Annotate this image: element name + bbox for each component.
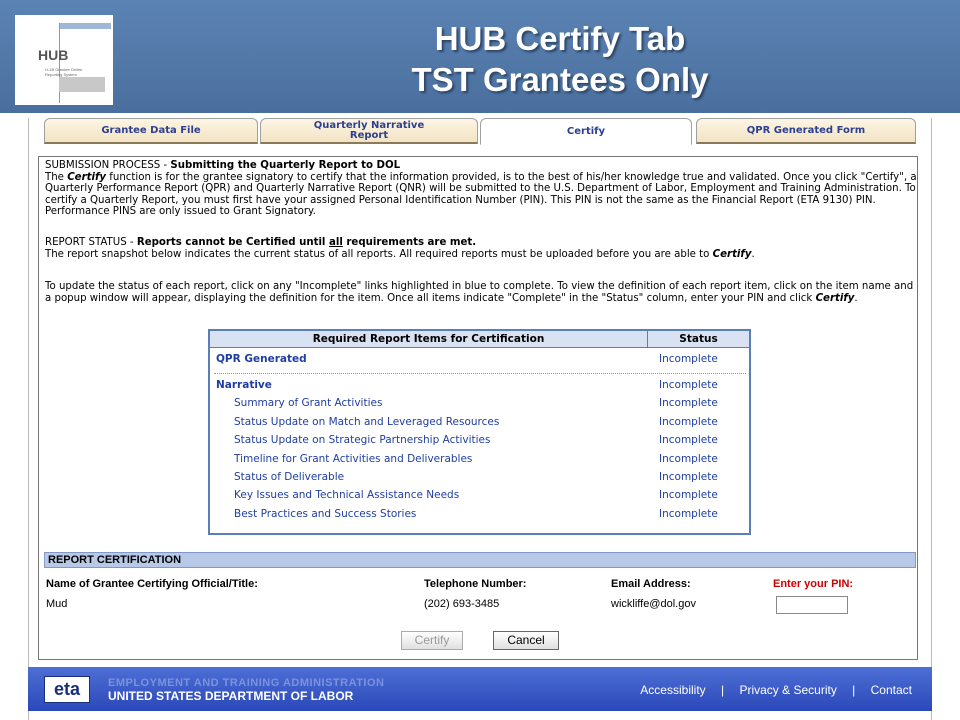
status-link[interactable]: Incomplete xyxy=(659,453,718,465)
table-row xyxy=(210,505,749,523)
tab-certify[interactable] xyxy=(480,118,692,145)
row-divider xyxy=(214,373,746,374)
item-link-strategic-partnership[interactable]: Status Update on Strategic Partnership Activities xyxy=(234,434,491,446)
logo-word: HUB xyxy=(38,47,69,63)
status-link[interactable]: Incomplete xyxy=(659,489,718,501)
tab-qpr-generated-form[interactable] xyxy=(696,118,916,144)
submission-text: The xyxy=(45,171,68,183)
status-link[interactable]: Incomplete xyxy=(659,508,718,520)
submission-heading: SUBMISSION PROCESS - xyxy=(45,160,171,171)
logo-subtitle: H-1B Grantee Online Reporting System xyxy=(45,67,83,77)
logo-accent-bar xyxy=(59,77,105,92)
report-status-text xyxy=(45,237,917,260)
slide-title-line1: HUB Certify Tab xyxy=(434,20,686,57)
required-items-table xyxy=(208,329,751,535)
table-row xyxy=(210,413,749,431)
footer-separator: | xyxy=(852,683,856,697)
table-row xyxy=(210,376,749,394)
tab-bar xyxy=(44,118,916,144)
table-row xyxy=(210,394,749,412)
logo-accent-bar xyxy=(59,23,111,29)
cancel-button[interactable]: Cancel xyxy=(493,631,559,650)
certify-emphasis: Certify xyxy=(815,292,855,304)
official-label: Name of Grantee Certifying Official/Title: xyxy=(46,578,258,590)
dol-text: UNITED STATES DEPARTMENT OF LABOR xyxy=(108,689,354,703)
item-link-match-leveraged[interactable]: Status Update on Match and Leveraged Resources xyxy=(234,416,500,428)
report-status-heading-bold xyxy=(137,237,476,248)
item-link-best-practices[interactable]: Best Practices and Success Stories xyxy=(234,508,417,520)
status-link[interactable]: Incomplete xyxy=(659,353,718,365)
eta-footer xyxy=(28,667,932,711)
status-link[interactable]: Incomplete xyxy=(659,397,718,409)
slide-title xyxy=(320,18,800,100)
status-link[interactable]: Incomplete xyxy=(659,434,718,446)
certify-emphasis: Certify xyxy=(712,248,752,260)
table-header xyxy=(210,331,749,348)
status-link[interactable]: Incomplete xyxy=(659,379,718,391)
tab-label: Grantee Data File xyxy=(101,124,201,136)
instructions-text xyxy=(45,281,917,304)
column-header-item: Required Report Items for Certification xyxy=(210,331,648,348)
tab-label: Quarterly Narrative Report xyxy=(313,119,425,141)
submission-text: function is for the grantee signatory to certify that the information provided, is to the best of his/her knowledge true and validated. Once you click "Certify", a Quarterly Performance Report (QPR) and Quarterly Narrative Report (QNR) will be submitted to the U.S. Department of Labor, Employment and Training Administration. To certify a Quarterly Report, you must first have your assigned Personal Identification Number (PIN). This PIN is not the same as the Financial Report (ETA 9130) PIN. Performance PINS are only issued to Grant Signatory. xyxy=(45,171,917,217)
certify-emphasis: Certify xyxy=(67,171,107,183)
report-status-heading: REPORT STATUS - xyxy=(45,237,137,248)
slide-header xyxy=(0,0,960,116)
tab-label: QPR Generated Form xyxy=(746,124,866,136)
item-link-qpr-generated[interactable]: QPR Generated xyxy=(216,353,307,365)
email-value: wickliffe@dol.gov xyxy=(611,598,696,610)
footer-link-privacy[interactable]: Privacy & Security xyxy=(739,683,837,697)
certify-button[interactable]: Certify xyxy=(401,631,463,650)
phone-label: Telephone Number: xyxy=(424,578,527,590)
hub-logo xyxy=(15,15,113,105)
report-status-body: . xyxy=(751,248,755,260)
table-row xyxy=(210,350,749,368)
item-link-timeline[interactable]: Timeline for Grant Activities and Deliverables xyxy=(234,453,473,465)
report-status-underline: all xyxy=(328,237,343,248)
status-link[interactable]: Incomplete xyxy=(659,471,718,483)
eta-logo[interactable]: eta xyxy=(44,676,90,703)
official-value: Mud xyxy=(46,598,68,610)
pin-label: Enter your PIN: xyxy=(773,578,854,590)
tab-quarterly-narrative-report[interactable] xyxy=(260,118,478,144)
table-row xyxy=(210,431,749,449)
table-row xyxy=(210,450,749,468)
item-link-summary[interactable]: Summary of Grant Activities xyxy=(234,397,383,409)
submission-heading-bold: Submitting the Quarterly Report to DOL xyxy=(170,160,401,171)
submission-process-text xyxy=(45,160,917,218)
report-status-body: The report snapshot below indicates the current status of all reports. All required reports must be uploaded before you are able to xyxy=(45,248,713,260)
instructions-body: To update the status of each report, click on any "Incomplete" links highlighted in blue to complete. To view the definition of each report item, click on the item name and a popup window will appear, displaying the definition for the item. Once all items indicate "Complete" in the "Status" column, enter your PIN and click xyxy=(45,281,914,304)
footer-links xyxy=(640,683,912,697)
report-certification-header: REPORT CERTIFICATION xyxy=(44,552,916,568)
instructions-body: . xyxy=(854,292,858,304)
email-label: Email Address: xyxy=(611,578,691,590)
eta-admin-text: EMPLOYMENT AND TRAINING ADMINISTRATION xyxy=(108,677,385,689)
item-link-narrative[interactable]: Narrative xyxy=(216,379,272,391)
table-row xyxy=(210,486,749,504)
table-row xyxy=(210,468,749,486)
status-link[interactable]: Incomplete xyxy=(659,416,718,428)
tab-label: Certify xyxy=(566,125,606,137)
footer-link-contact[interactable]: Contact xyxy=(870,683,912,697)
tab-grantee-data-file[interactable] xyxy=(44,118,258,144)
column-header-status: Status xyxy=(679,333,718,345)
item-link-key-issues[interactable]: Key Issues and Technical Assistance Needs xyxy=(234,489,460,501)
report-status-bold-b: requirements are met. xyxy=(342,237,477,248)
footer-link-accessibility[interactable]: Accessibility xyxy=(640,683,706,697)
report-status-bold-a: Reports cannot be Certified until xyxy=(136,237,329,248)
slide-title-line2: TST Grantees Only xyxy=(411,61,709,98)
item-link-deliverable[interactable]: Status of Deliverable xyxy=(234,471,345,483)
pin-input[interactable] xyxy=(776,596,848,614)
footer-separator: | xyxy=(721,683,725,697)
phone-value: (202) 693-3485 xyxy=(424,598,500,610)
